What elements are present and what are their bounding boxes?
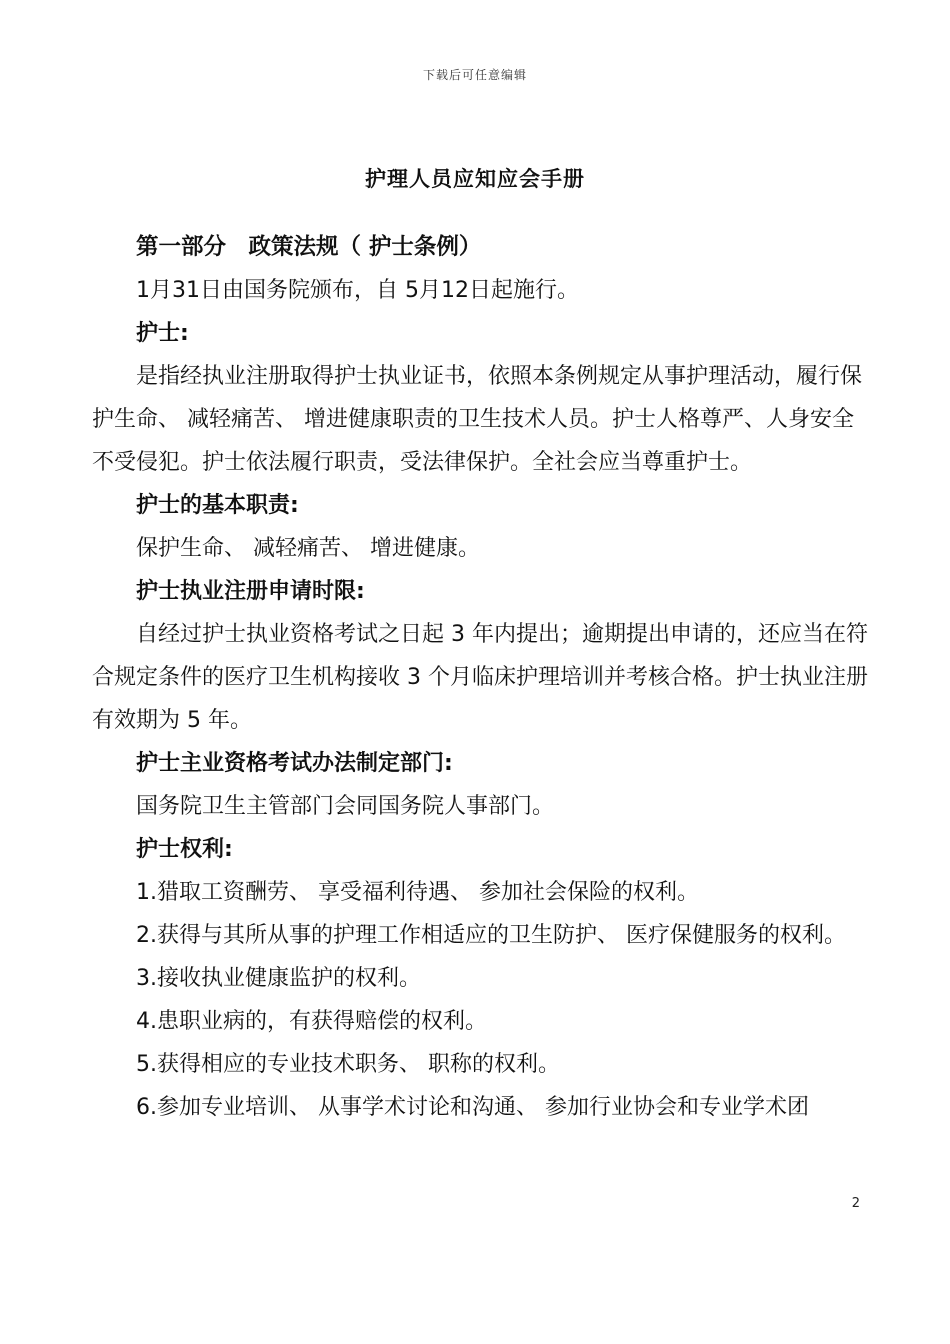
paragraph-exam-authority: 国务院卫生主管部门会同国务院人事部门。	[136, 794, 555, 819]
document-title: 护理人员应知应会手册	[365, 167, 585, 191]
paragraph-promulgation: 1月31日由国务院颁布，自 5月12日起施行。	[136, 278, 579, 303]
list-item-right-5: 5.获得相应的专业技术职务、 职称的权利。	[136, 1052, 560, 1077]
heading-exam-authority: 护士主业资格考试办法制定部门:	[136, 751, 453, 776]
heading-registration-deadline: 护士执业注册申请时限:	[136, 579, 365, 604]
heading-basic-duties: 护士的基本职责:	[136, 493, 299, 518]
paragraph-basic-duties: 保护生命、 减轻痛苦、 增进健康。	[136, 536, 480, 561]
paragraph-nurse-definition: 是指经执业注册取得护士执业证书，依照本条例规定从事护理活动，履行保护生命、 减轻痛苦、 增进健康职责的卫生技术人员。护士人格尊严、人身安全不受侵犯。护士依法履行职责，受法律保护。全社会应当尊重护士。	[92, 364, 863, 475]
page-number: 2	[851, 1196, 860, 1211]
heading-nurse: 护士:	[136, 321, 189, 346]
list-item-right-3: 3.接收执业健康监护的权利。	[136, 966, 421, 991]
header-note: 下载后可任意编辑	[422, 68, 527, 82]
list-item-right-2: 2.获得与其所从事的护理工作相适应的卫生防护、 医疗保健服务的权利。	[136, 923, 846, 948]
list-item-right-6: 6.参加专业培训、 从事学术讨论和沟通、 参加行业协会和专业学术团	[136, 1095, 809, 1120]
heading-nurse-rights: 护士权利:	[136, 837, 233, 862]
paragraph-registration-deadline: 自经过护士执业资格考试之日起 3 年内提出；逾期提出申请的，还应当在符合规定条件的医疗卫生机构接收 3 个月临床护理培训并考核合格。护士执业注册有效期为 5 年。	[92, 622, 868, 733]
list-item-right-4: 4.患职业病的，有获得赔偿的权利。	[136, 1009, 487, 1034]
list-item-right-1: 1.猎取工资酬劳、 享受福利待遇、 参加社会保险的权利。	[136, 880, 699, 905]
section-title: 第一部分 政策法规（ 护士条例）	[136, 234, 482, 260]
document-body	[92, 226, 872, 1129]
